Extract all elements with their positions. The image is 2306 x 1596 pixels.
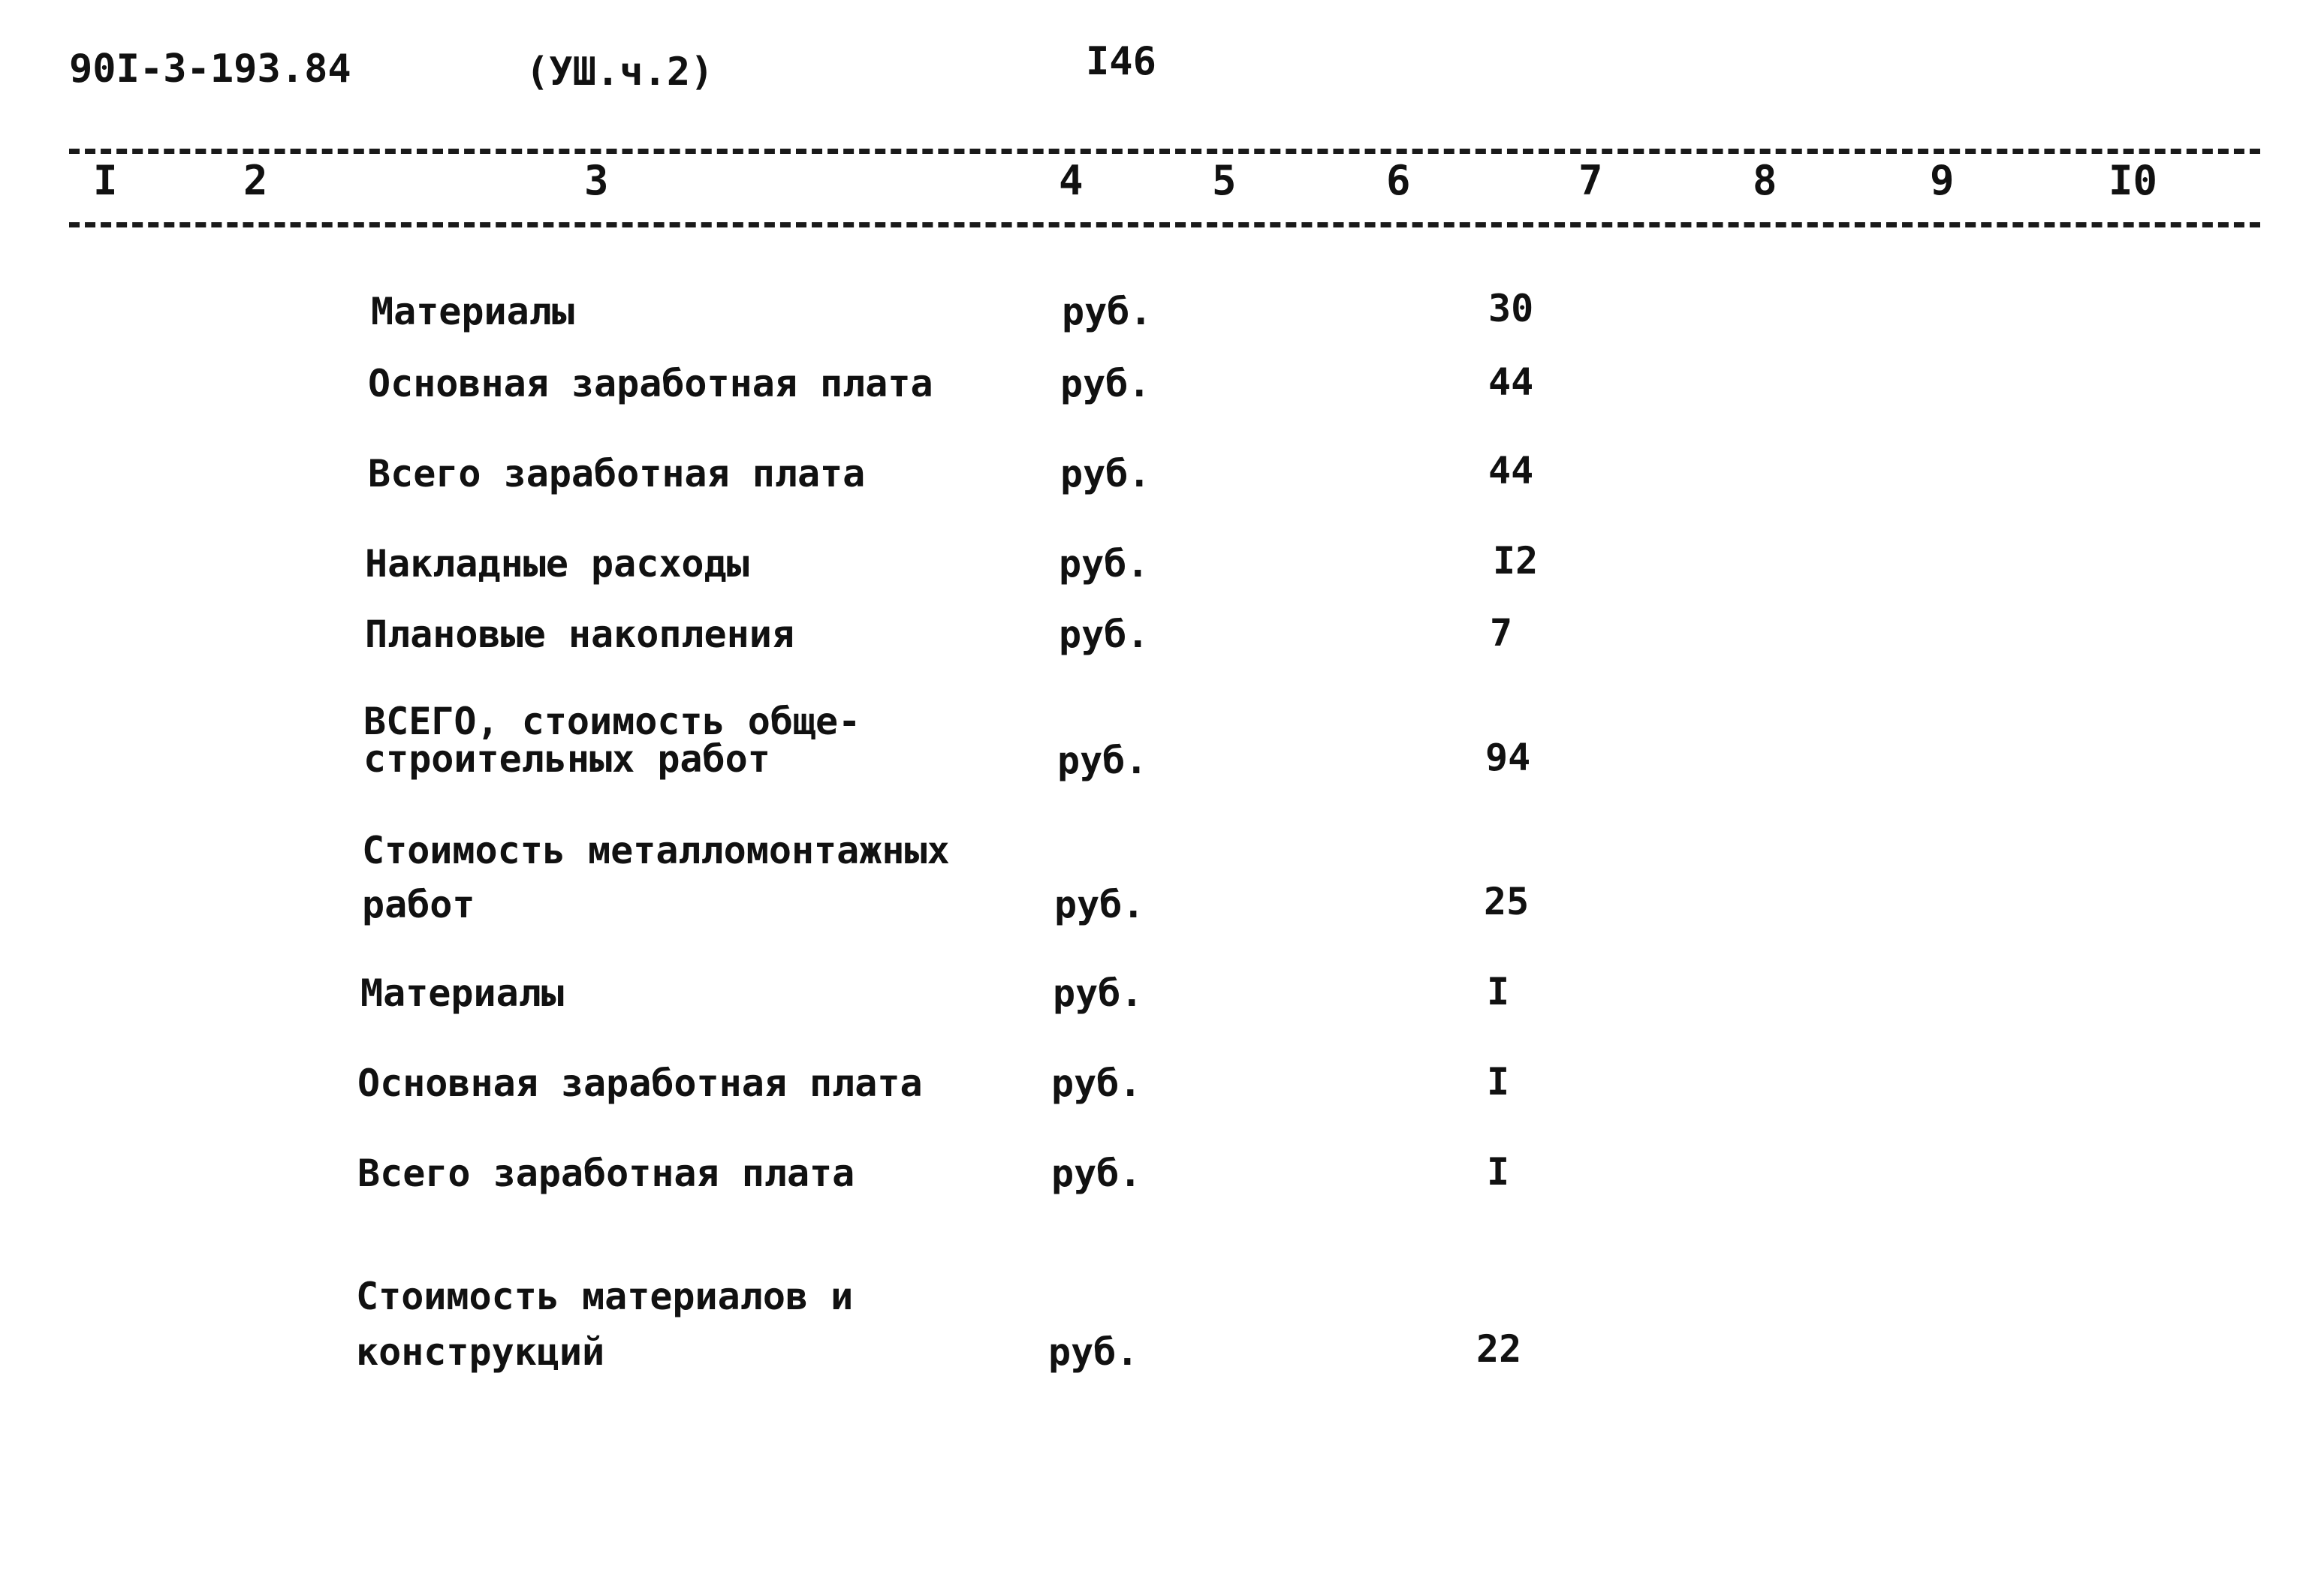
column-number-4: 4 [1059,157,1084,204]
document-code: 90I-3-193.84 [69,47,351,92]
column-number-8: 8 [1753,157,1777,204]
row-11-name-line2: конструкций [356,1330,605,1374]
row-9-unit: руб. [1051,1061,1142,1105]
column-number-7: 7 [1578,157,1603,204]
page-number: I46 [1086,39,1156,84]
row-6-name-line1: ВСЕГО, стоимость обще- [363,700,861,743]
row-6-value: 94 [1485,736,1531,779]
row-3-unit: руб. [1060,452,1151,495]
row-10-name: Всего заработная плата [357,1152,855,1195]
column-number-10: I0 [2109,157,2158,204]
row-5-value: 7 [1490,611,1513,655]
header-rule-bottom [69,222,2260,227]
column-number-3: 3 [584,157,609,204]
row-8-name: Материалы [360,971,564,1015]
row-7-name-line2: работ [362,883,475,926]
row-1-name: Материалы [371,290,574,333]
row-2-value: 44 [1488,360,1534,404]
row-5-unit: руб. [1059,613,1150,656]
row-7-name-line1: Стоимость металломонтажных [362,829,950,872]
row-3-value: 44 [1488,449,1534,492]
column-number-6: 6 [1386,157,1411,204]
row-5-name: Плановые накопления [365,613,794,656]
row-6-unit: руб. [1057,739,1148,782]
column-number-2: 2 [243,157,268,204]
header-rule-top [69,149,2260,154]
row-2-name: Основная заработная плата [368,362,933,405]
row-3-name: Всего заработная плата [368,452,866,495]
row-7-value: 25 [1484,880,1530,923]
row-6-name-line2: строительных работ [363,737,770,781]
row-1-value: 30 [1488,287,1534,330]
column-number-9: 9 [1930,157,1955,204]
row-9-name: Основная заработная плата [357,1061,923,1105]
row-4-value: I2 [1493,539,1539,583]
column-number-1: I [93,157,118,204]
row-11-name-line1: Стоимость материалов и [356,1275,854,1318]
row-8-value: I [1487,970,1510,1013]
row-11-value: 22 [1476,1327,1522,1371]
column-number-5: 5 [1212,157,1237,204]
row-10-value: I [1487,1150,1510,1194]
row-1-unit: руб. [1062,290,1153,333]
row-4-name: Накладные расходы [365,542,749,586]
row-7-unit: руб. [1054,883,1145,926]
row-4-unit: руб. [1059,542,1150,586]
row-10-unit: руб. [1051,1152,1142,1195]
document-part: (УШ.ч.2) [526,50,714,95]
row-2-unit: руб. [1060,362,1151,405]
row-8-unit: руб. [1053,971,1144,1015]
row-11-unit: руб. [1048,1330,1139,1374]
row-9-value: I [1487,1060,1510,1104]
